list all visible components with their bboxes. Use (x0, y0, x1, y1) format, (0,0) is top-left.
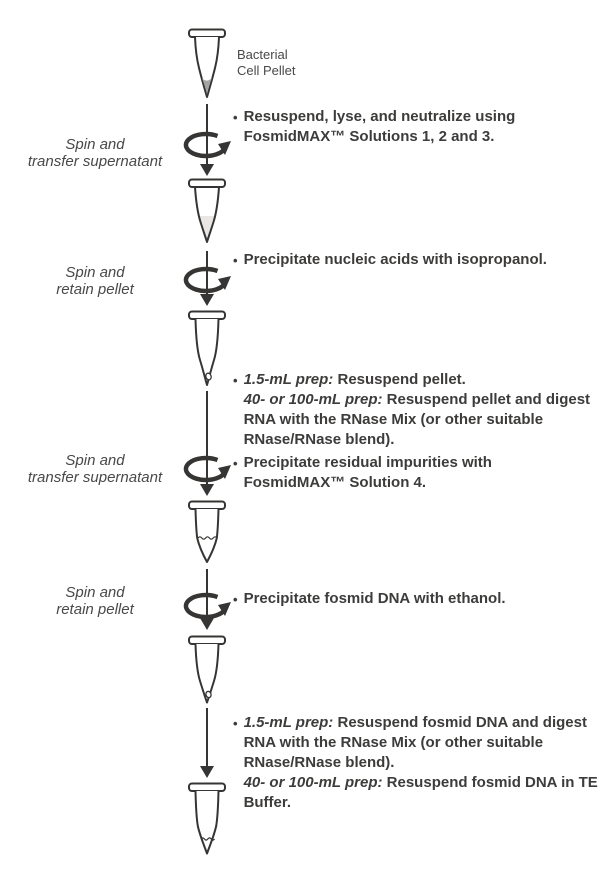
side-label-line1: Spin and (65, 452, 125, 469)
step-note-6 (233, 713, 604, 813)
step-note-2 (233, 250, 604, 271)
flow-arrowhead-3 (200, 484, 214, 496)
step-note-text: Precipitate nucleic acids with isopropanol. (243, 251, 547, 268)
step-note-3 (233, 370, 604, 450)
tube-cap (189, 312, 225, 320)
tube-cell-pellet-icon (185, 28, 229, 102)
side-label-line2: transfer supernatant (27, 153, 163, 170)
step-note-1 (233, 107, 549, 147)
flow-arrow-line-5 (206, 708, 208, 766)
tube-cap (189, 30, 225, 38)
bullet-marker: • (233, 592, 238, 607)
tube-body (196, 791, 219, 854)
tube-nucleic-acid-pellet-icon (185, 310, 229, 390)
flow-arrowhead-4 (200, 618, 214, 630)
prep-instruction-1: 1.5-mL prep: Resuspend pellet. (243, 371, 466, 388)
flow-arrowhead-5 (200, 766, 214, 778)
tube-body (196, 509, 219, 562)
tube-cell-pellet-label (237, 47, 296, 79)
prep-instruction-2: 40- or 100-mL prep: Resuspend pellet and digest RNA with the RNase Mix (or other suitable RNase/RNase blend). (243, 391, 591, 448)
spin-step-label-1 (5, 136, 185, 170)
bullet-marker: • (233, 716, 238, 731)
tube-label-line2: Cell Pellet (237, 63, 296, 78)
tube-cleared-supernatant-icon (185, 500, 229, 566)
side-label-line2: transfer supernatant (27, 469, 163, 486)
step-note-text: Resuspend, lyse, and neutralize using FosmidMAX™ Solutions 1, 2 and 3. (243, 108, 516, 145)
tube-cap (189, 502, 225, 510)
bullet-marker: • (233, 253, 238, 268)
side-label-line2: retain pellet (56, 281, 134, 298)
tube-lysate-icon (185, 178, 229, 250)
spin-icon-3 (182, 452, 232, 488)
tube-fosmid-dna-pellet-icon (185, 635, 229, 707)
prep-instruction-1: 1.5-mL prep: Resuspend fosmid DNA and digest RNA with the RNase Mix (or other suitable RNase/RNase blend). (243, 714, 587, 771)
step-note-4 (233, 453, 533, 493)
step-note-text: Precipitate residual impurities with FosmidMAX™ Solution 4. (243, 454, 492, 491)
bullet-marker: • (233, 373, 238, 388)
spin-icon-1 (182, 128, 232, 164)
spin-step-label-2 (5, 264, 185, 298)
side-label-line1: Spin and (65, 136, 125, 153)
spin-step-label-4 (5, 584, 185, 618)
tube-final-fosmid-dna-icon (185, 782, 229, 858)
tube-label-line1: Bacterial (237, 47, 288, 62)
tube-cap (189, 180, 225, 188)
bullet-marker: • (233, 110, 238, 125)
step-note-text: Precipitate fosmid DNA with ethanol. (243, 590, 506, 607)
bullet-marker: • (233, 456, 238, 471)
spin-step-label-3 (5, 452, 185, 486)
step-note-5 (233, 589, 604, 610)
tube-cap (189, 637, 225, 645)
side-label-line1: Spin and (65, 584, 125, 601)
flow-arrowhead-2 (200, 294, 214, 306)
tube-cap (189, 784, 225, 792)
prep-instruction-2: 40- or 100-mL prep: Resuspend fosmid DNA in TE Buffer. (243, 774, 598, 811)
flow-arrowhead-1 (200, 164, 214, 176)
side-label-line1: Spin and (65, 264, 125, 281)
side-label-line2: retain pellet (56, 601, 134, 618)
